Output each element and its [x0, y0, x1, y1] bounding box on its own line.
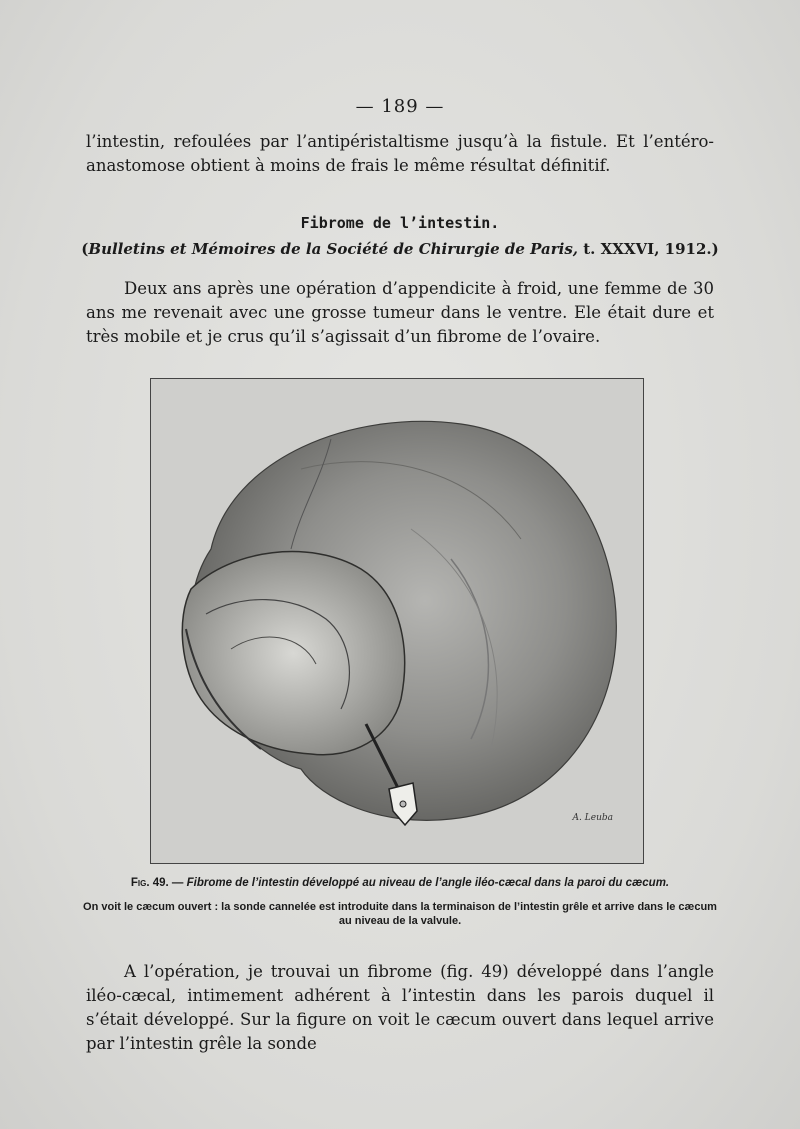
paragraph-intro: l’intestin, refoulées par l’antipéristaltisme jusqu’à la fistule. Et l’entéro-anastomose obtient à moins de frais le même résultat définitif. [86, 132, 714, 175]
page-number: — 189 — [355, 96, 445, 117]
citation-source: Bulletins et Mémoires de la Société de Chirurgie de Paris, [88, 240, 579, 258]
section-title: Fibrome de l’intestin. [300, 214, 500, 232]
citation [0, 240, 800, 258]
figure-caption-title [0, 877, 800, 889]
paragraph-operation: A l’opération, je trouvai un fibrome (fig. 49) développé dans l’angle iléo-cæcal, intimement adhérent à l’intestin dans les parois duquel il s’était développé. Sur la figure on voit le cæcum ouvert dans lequel arrive par l’intestin grêle la sonde [86, 962, 714, 1053]
artist-signature: A. Leuba [572, 813, 613, 823]
figure-label: Fig. 49. — [130, 877, 184, 889]
figure-title: Fibrome de l’intestin développé au niveau de l’angle iléo-cæcal dans la paroi du cæcum. [186, 877, 670, 889]
citation-volume: t. XXXVI, 1912.) [578, 240, 719, 258]
figure-illustration [150, 378, 644, 864]
paragraph-case: Deux ans après une opération d’appendicite à froid, une femme de 30 ans me revenait avec une grosse tumeur dans le ventre. Ele était dure et très mobile et je crus qu’il s’agissait d’un fibrome de l’ovaire. [86, 279, 714, 346]
intestine-fibroma-drawing [151, 379, 643, 863]
citation-open: ( [81, 240, 89, 258]
figure-caption-body: On voit le cæcum ouvert : la sonde cannelée est introduite dans la terminaison de l’intestin grêle et arrive dans le cæcum au niveau de la valvule. [83, 901, 717, 927]
